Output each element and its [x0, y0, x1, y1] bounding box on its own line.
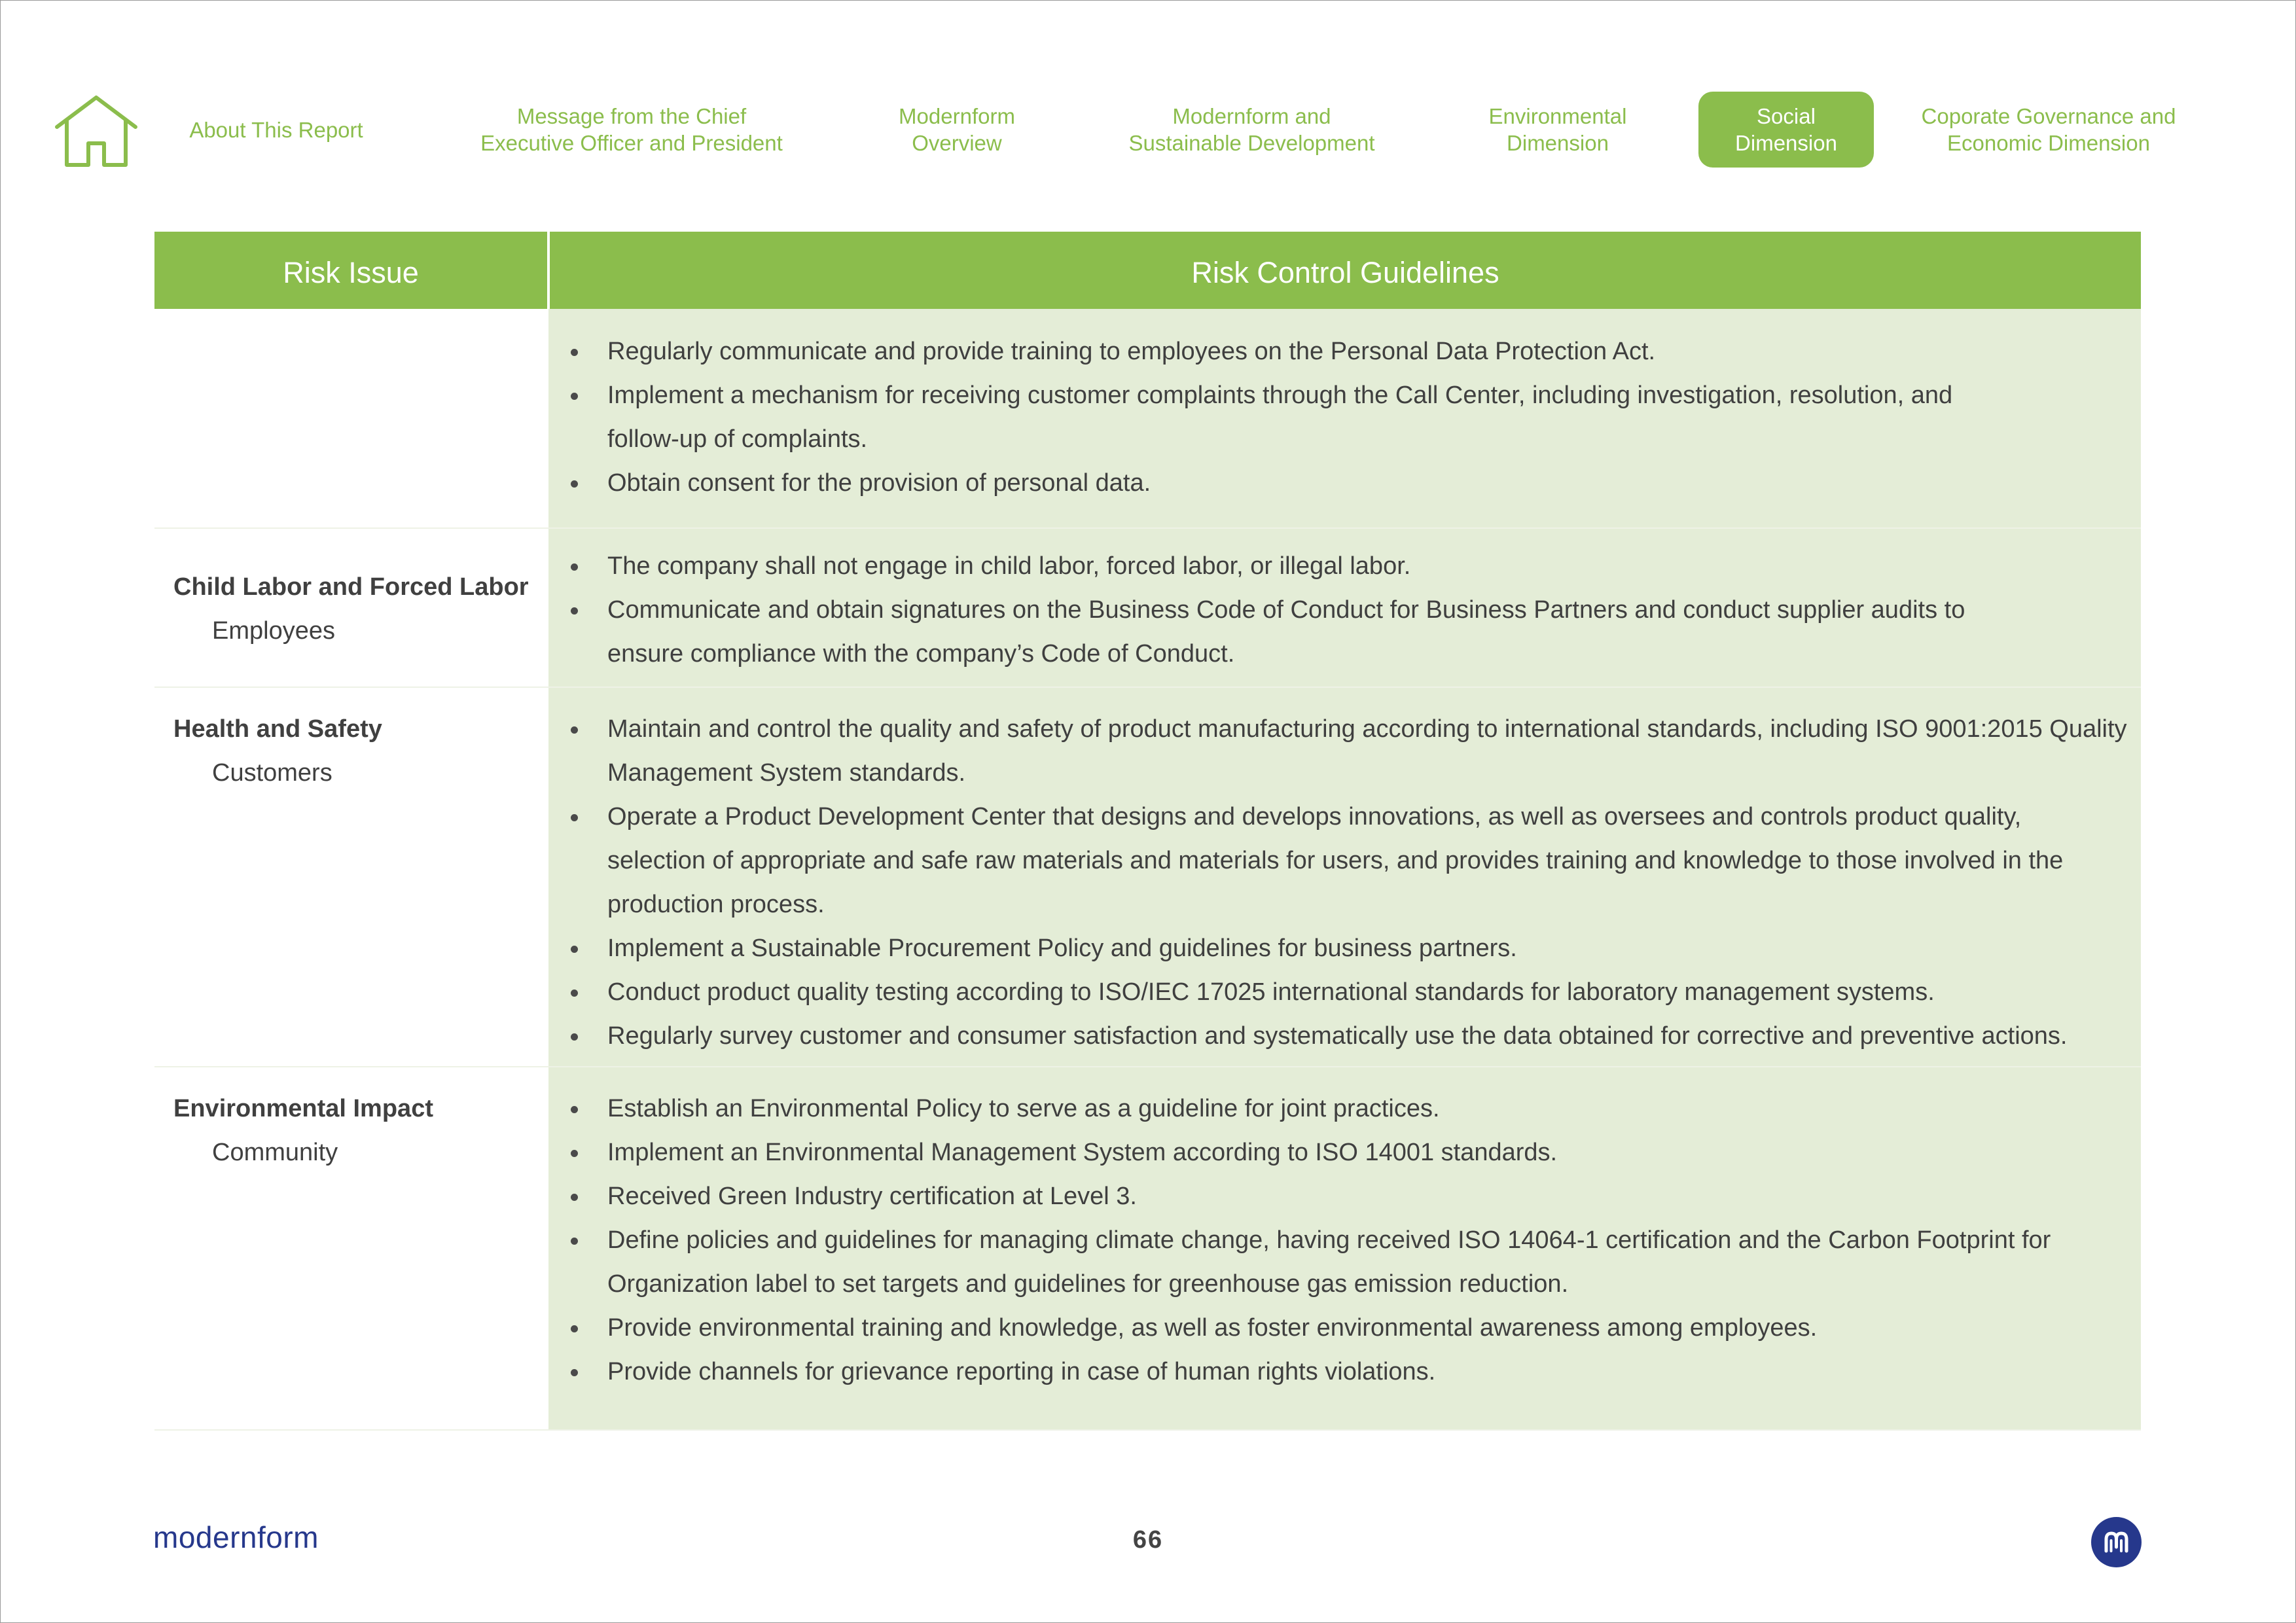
- header-risk-issue: Risk Issue: [154, 232, 547, 309]
- guideline-item: Provide environmental training and knowledge, as well as foster environmental awareness among employees.: [607, 1306, 2128, 1350]
- nav-message-ceo[interactable]: Message from the Chief Executive Officer and President: [480, 104, 783, 155]
- nav-sustainable-development[interactable]: Modernform and Sustainable Development: [1128, 104, 1375, 155]
- table-row: [154, 309, 2141, 529]
- risk-issue-cell: [154, 688, 548, 1066]
- risk-issue-title: Environmental Impact: [173, 1095, 433, 1122]
- guideline-item: Communicate and obtain signatures on the Business Code of Conduct for Business Partners and conduct supplier audits to ensure compliance with the company’s Code of Conduct.: [607, 588, 2015, 676]
- guideline-item: Conduct product quality testing according to ISO/IEC 17025 international standards for laboratory management systems.: [607, 971, 2128, 1014]
- risk-issue-stakeholder: Employees: [212, 617, 335, 645]
- risk-issue-title: Child Labor and Forced Labor: [173, 573, 529, 601]
- guideline-item: Obtain consent for the provision of personal data.: [607, 461, 2128, 505]
- risk-issue-cell: [154, 309, 548, 527]
- risk-issue-stakeholder: Community: [212, 1139, 338, 1166]
- guideline-item: Establish an Environmental Policy to serve as a guideline for joint practices.: [607, 1087, 2128, 1131]
- table-row: [154, 688, 2141, 1067]
- nav-social-dimension[interactable]: Social Dimension: [1698, 92, 1874, 168]
- guidelines-cell: [548, 309, 2141, 527]
- guideline-item: Regularly survey customer and consumer satisfaction and systematically use the data obtained for corrective and preventive actions.: [607, 1014, 2128, 1058]
- modernform-m-icon: [2091, 1517, 2142, 1567]
- guideline-item: Received Green Industry certification at Level 3.: [607, 1175, 2128, 1219]
- guidelines-cell: [548, 1067, 2141, 1429]
- nav-modernform-overview[interactable]: Modernform Overview: [899, 104, 1015, 155]
- guideline-list: [548, 707, 2128, 1058]
- home-icon[interactable]: [54, 95, 139, 168]
- nav-governance-economic-dimension[interactable]: Coporate Governance and Economic Dimension: [1921, 104, 2176, 155]
- guideline-item: Implement an Environmental Management System according to ISO 14001 standards.: [607, 1131, 2128, 1175]
- risk-issue-cell: [154, 1067, 548, 1429]
- risk-issue-cell: [154, 529, 548, 687]
- nav-environmental-dimension[interactable]: Environmental Dimension: [1488, 104, 1627, 155]
- risk-control-table: [154, 232, 2141, 1431]
- risk-issue-stakeholder: Customers: [212, 759, 332, 787]
- guideline-item: Operate a Product Development Center that designs and develops innovations, as well as oversees and controls product quality, selection of appropriate and safe raw materials and materials for users, and provides training and knowledge to those involved in the production process.: [607, 795, 2093, 927]
- header-risk-control-guidelines: Risk Control Guidelines: [550, 232, 2141, 309]
- guideline-item: The company shall not engage in child labor, forced labor, or illegal labor.: [607, 544, 2128, 588]
- guideline-list: [548, 1087, 2128, 1394]
- guideline-item: Provide channels for grievance reporting in case of human rights violations.: [607, 1350, 2128, 1394]
- modernform-logo: modernform: [153, 1520, 319, 1554]
- guideline-list: [548, 330, 2128, 505]
- guidelines-cell: [548, 688, 2141, 1066]
- guideline-item: Implement a Sustainable Procurement Policy and guidelines for business partners.: [607, 927, 2128, 971]
- guideline-list: [548, 544, 2128, 676]
- table-row: [154, 529, 2141, 688]
- table-row: [154, 1067, 2141, 1431]
- table-header: [154, 232, 2141, 309]
- risk-issue-title: Health and Safety: [173, 715, 382, 743]
- guideline-item: Define policies and guidelines for managing climate change, having received ISO 14064-1 certification and the Carbon Footprint for Organization label to set targets and guidelines for greenhouse gas emission reduction.: [607, 1219, 2093, 1306]
- nav-about-this-report[interactable]: About This Report: [189, 117, 363, 142]
- guideline-item: Implement a mechanism for receiving customer complaints through the Call Center, including investigation, resolution, and follow-up of complaints.: [607, 374, 1982, 461]
- guidelines-cell: [548, 529, 2141, 687]
- page-number: 66: [1132, 1526, 1164, 1554]
- guideline-item: Regularly communicate and provide training to employees on the Personal Data Protection Act.: [607, 330, 2128, 374]
- guideline-item: Maintain and control the quality and safety of product manufacturing according to international standards, including ISO 9001:2015 Quality Management System standards.: [607, 707, 2128, 795]
